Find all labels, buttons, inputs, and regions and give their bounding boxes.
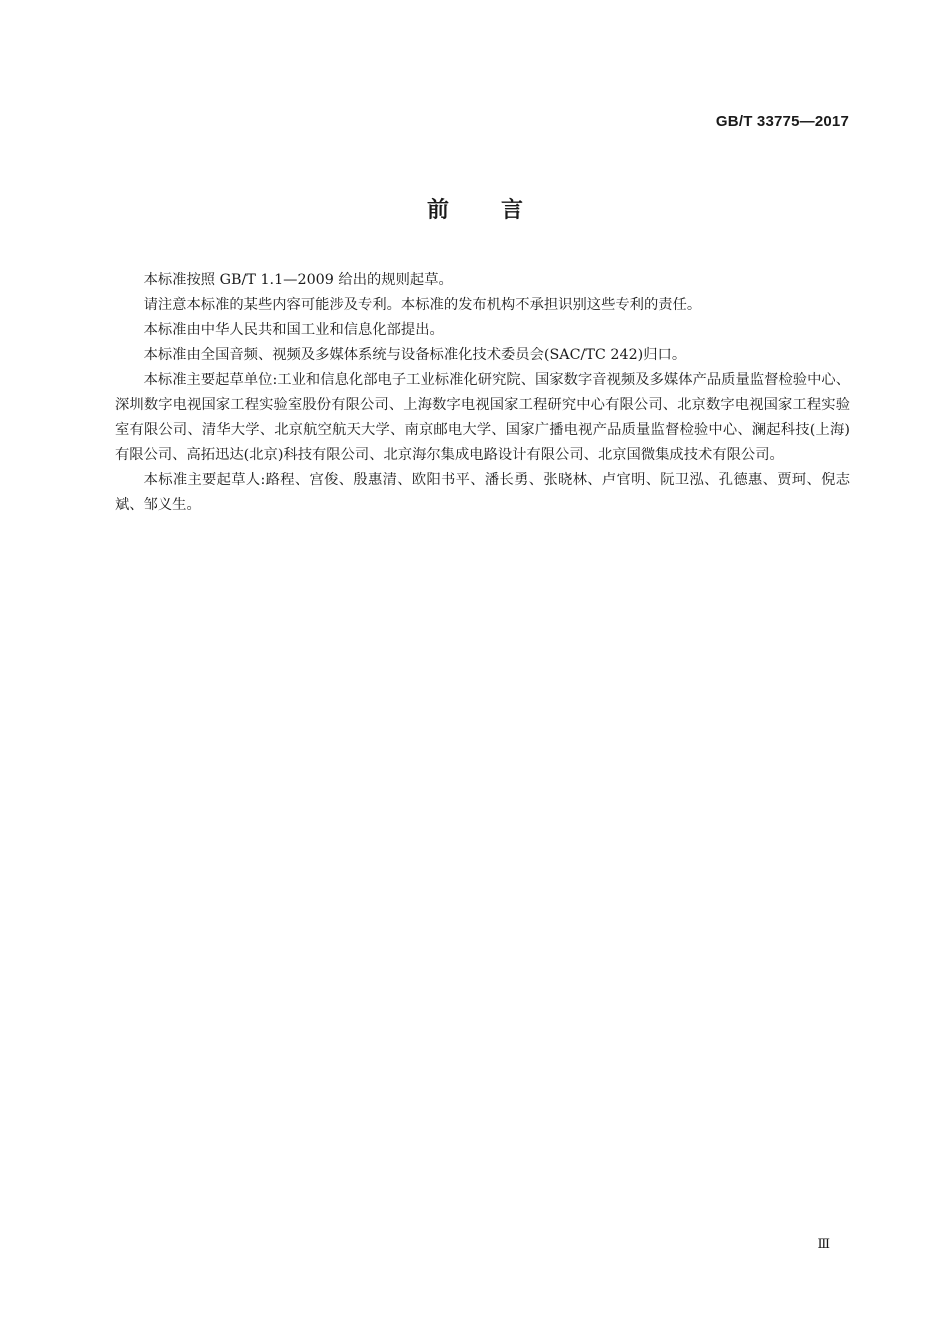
paragraph-technical-committee: 本标准由全国音频、视频及多媒体系统与设备标准化技术委员会(SAC/TC 242)归口。	[143, 347, 687, 363]
foreword-body	[115, 268, 850, 518]
page-number: Ⅲ	[817, 1236, 830, 1251]
page-title-char-2: 言	[501, 198, 524, 223]
paragraph-drafting-rules: 本标准按照 GB/T 1.1—2009 给出的规则起草。	[143, 272, 453, 288]
page-title	[0, 196, 950, 226]
paragraph-drafting-organizations: 本标准主要起草单位:工业和信息化部电子工业标准化研究院、国家数字音视频及多媒体产品质量监督检验中心、深圳数字电视国家工程实验室股份有限公司、上海数字电视国家工程研究中心有限公司、北京数字电视国家工程实验室有限公司、清华大学、北京航空航天大学、南京邮电大学、国家广播电视产品质量监督检验中心、澜起科技(上海)有限公司、高拓迅达(北京)科技有限公司、北京海尔集成电路设计有限公司、北京国微集成技术有限公司。	[115, 372, 850, 463]
standard-number: GB/T 33775—2017	[715, 113, 849, 130]
page-title-char-1: 前	[426, 198, 449, 223]
paragraph-patent-notice: 请注意本标准的某些内容可能涉及专利。本标准的发布机构不承担识别这些专利的责任。	[143, 297, 702, 313]
paragraph-proposed-by: 本标准由中华人民共和国工业和信息化部提出。	[143, 322, 444, 338]
paragraph-drafters: 本标准主要起草人:路程、宫俊、殷惠清、欧阳书平、潘长勇、张晓林、卢官明、阮卫泓、孔德惠、贾珂、倪志斌、邹义生。	[115, 472, 850, 513]
